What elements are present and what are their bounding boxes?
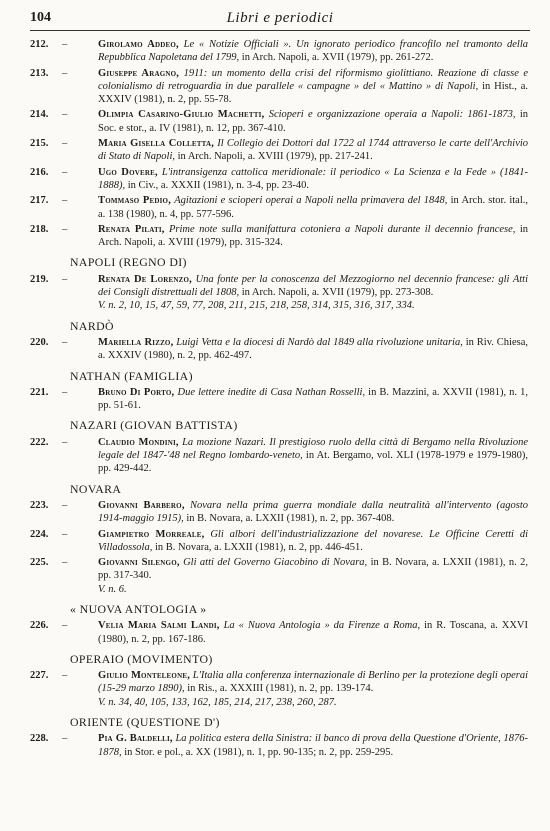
section-heading: NARDÒ	[70, 318, 114, 333]
bibliography-entry	[30, 499, 528, 526]
entry-dash: –	[62, 386, 68, 398]
bibliography-entry	[30, 528, 528, 555]
section-heading: « NUOVA ANTOLOGIA »	[70, 601, 207, 616]
cross-reference: V. n. 2, 10, 15, 47, 59, 77, 208, 211, 215, 218, 258, 314, 315, 316, 317, 334.	[98, 300, 415, 312]
cross-reference: V. n. 6.	[98, 583, 127, 595]
entry-body	[98, 386, 528, 413]
entry-body	[98, 528, 528, 555]
entry-dash: –	[62, 166, 68, 178]
entry-title: La « Nuova Antologia » da Firenze a Roma,	[223, 620, 421, 632]
bibliography-entry	[30, 137, 528, 164]
entry-number: 224.	[30, 528, 49, 540]
entry-title: La politica estera della Sinistra: il banco di prova della Questione d'Oriente, 1876-1878,	[98, 733, 529, 758]
page-number: 104	[30, 10, 51, 25]
bibliography-entry	[30, 166, 528, 193]
section-heading: ORIENTE (QUESTIONE D')	[70, 715, 220, 730]
entry-citation: in Stor. e pol., a. XX (1981), n. 1, pp. 90-135; n. 2, pp. 259-295.	[124, 746, 394, 758]
entry-author: Giovanni Barbero,	[98, 499, 185, 511]
entry-author: Claudio Mondini,	[98, 436, 179, 448]
bibliography-entry	[30, 273, 528, 313]
entry-citation: in Hist., a. XXXIV (1981), n. 2, pp. 55-78.	[98, 80, 528, 106]
header-rule	[30, 30, 530, 31]
entry-citation: in Arch. Napoli, a. XVIII (1979), pp. 315-324.	[98, 223, 529, 249]
entry-number: 217.	[30, 195, 49, 207]
entry-body	[98, 108, 528, 135]
entry-number: 216.	[30, 166, 49, 178]
entry-dash: –	[62, 528, 68, 540]
running-header	[30, 6, 530, 30]
entry-body	[98, 499, 528, 526]
entry-title: Scioperi e organizzazione operaia a Napoli: 1861-1873,	[268, 109, 516, 121]
entry-title: Agitazioni e scioperi operai a Napoli nella primavera del 1848,	[174, 195, 448, 207]
entry-body	[98, 436, 528, 476]
entry-author: Girolamo Addeo,	[98, 39, 179, 50]
entry-number: 218.	[30, 223, 49, 235]
entry-author: Renata De Lorenzo,	[98, 273, 193, 285]
entry-body	[98, 732, 528, 759]
entry-citation: in B. Mazzini, a. XXVII (1981), n. 1, pp. 51-61.	[98, 386, 529, 412]
section-heading: NOVARA	[70, 481, 122, 496]
entry-body	[98, 38, 528, 65]
bibliography-entry	[30, 38, 528, 65]
bibliography-entry	[30, 336, 528, 363]
entry-body	[98, 194, 528, 221]
entry-dash: –	[62, 436, 68, 448]
entry-number: 213.	[30, 67, 49, 79]
entry-author: Renata Pilati,	[98, 223, 165, 235]
entry-body	[98, 336, 528, 363]
entry-author: Maria Gisella Colletta,	[98, 138, 215, 150]
entry-dash: –	[62, 195, 68, 207]
entry-number: 219.	[30, 273, 49, 285]
bibliography-entry	[30, 67, 528, 107]
entry-title: Gli albori dell'industrializzazione del novarese. Le Officine Ceretti di Villadossola,	[98, 528, 529, 553]
entry-body	[98, 223, 528, 250]
entry-title: Novara nella prima guerra mondiale dalla neutralità all'intervento (agosto 1914-maggio 1915),	[98, 499, 529, 525]
section-heading: NAZARI (GIOVAN BATTISTA)	[70, 418, 238, 433]
entry-citation: in Arch. stor. ital., a. 138 (1980), n. 4, pp. 577-596.	[98, 195, 528, 220]
entry-title: Prime note sulla manifattura cotoniera a Napoli durante il decennio francese,	[169, 223, 516, 235]
entry-body	[98, 273, 528, 313]
entry-dash: –	[62, 557, 68, 569]
entry-dash: –	[62, 39, 68, 50]
entry-citation: in Riv. Chiesa, a. XXXIV (1980), n. 2, pp. 462-497.	[98, 336, 529, 362]
entry-dash: –	[62, 620, 68, 632]
entry-number: 223.	[30, 499, 49, 511]
entry-dash: –	[62, 67, 68, 79]
entry-title: Una fonte per la conoscenza del Mezzogiorno nel decennio francese: gli Atti dei Consigli distrettuali del 1808,	[98, 273, 529, 299]
entry-citation: in Arch. Napoli, a. XVII (1979), pp. 261-272.	[241, 52, 434, 64]
entry-title: La mozione Nazari. Il prestigioso ruolo della città di Bergamo nella Rivoluzione legale del 1847-'48 nel Regno lombardo-veneto,	[98, 436, 528, 462]
entry-citation: in R. Toscana, a. XXVI (1980), n. 2, pp. 167-186.	[98, 620, 528, 645]
entry-citation: in B. Novara, a. LXXII (1981), n. 2, pp. 317-340.	[98, 557, 529, 582]
entry-number: 214.	[30, 109, 49, 121]
entry-title: L'intransigenza cattolica meridionale: il periodico « La Scienza e la Fede » (1841-1888),	[98, 166, 528, 191]
entry-body	[98, 137, 528, 164]
bibliography-entry	[30, 108, 528, 135]
entry-number: 215.	[30, 138, 49, 150]
entry-citation: in Civ., a. XXXII (1981), n. 3-4, pp. 23-40.	[127, 179, 310, 191]
entry-dash: –	[62, 273, 68, 285]
entry-number: 222.	[30, 436, 49, 448]
entry-author: Tommaso Pedio,	[98, 195, 172, 207]
entry-author: Mariella Rizzo,	[98, 336, 174, 348]
entry-citation: in B. Novara, a. LXXII (1981), n. 2, pp. 446-451.	[154, 541, 363, 553]
entry-citation: in Ris., a. XXXIII (1981), n. 2, pp. 139-174.	[187, 683, 374, 695]
entry-title: Gli atti del Governo Giacobino di Novara,	[183, 557, 368, 569]
entry-number: 227.	[30, 670, 49, 682]
bibliography-entry	[30, 386, 528, 413]
entry-number: 220.	[30, 336, 49, 348]
section-heading: OPERAIO (MOVIMENTO)	[70, 651, 213, 666]
bibliography-entry	[30, 436, 528, 476]
entry-dash: –	[62, 733, 68, 745]
section-heading: NATHAN (FAMIGLIA)	[70, 368, 193, 383]
entry-author: Ugo Dovere,	[98, 166, 158, 178]
bibliography-entry	[30, 619, 528, 646]
entry-author: Bruno Di Porto,	[98, 386, 175, 398]
running-title: Libri e periodici	[226, 10, 334, 26]
entry-author: Giulio Monteleone,	[98, 670, 191, 682]
entry-number: 228.	[30, 733, 49, 745]
entry-author: Velia Maria Salmi Landi,	[98, 620, 220, 632]
entry-dash: –	[62, 223, 68, 235]
entry-title: Il Collegio dei Dottori dal 1722 al 1744 attraverso le carte dell'Archivio di Stato di Napoli,	[98, 138, 529, 163]
entry-dash: –	[62, 109, 68, 121]
entry-body	[98, 669, 528, 709]
entry-number: 221.	[30, 386, 49, 398]
entry-author: Olimpia Casarino-Giulio Machetti,	[98, 109, 265, 121]
bibliography-entry	[30, 732, 528, 759]
entry-title: Due lettere inedite di Casa Nathan Rosselli,	[177, 386, 366, 398]
entry-title: L'Italia alla conferenza internazionale di Berlino per la protezione degli operai (15-29 marzo 1890),	[98, 670, 529, 695]
section-heading: NAPOLI (REGNO DI)	[70, 255, 187, 270]
entry-title: Luigi Vetta e la diocesi di Nardò dal 1849 alla rivoluzione unitaria,	[176, 336, 463, 348]
entry-body	[98, 166, 528, 193]
entry-author: Giovanni Silengo,	[98, 557, 180, 569]
entry-author: Giampietro Morreale,	[98, 528, 205, 540]
entry-author: Pia G. Baldelli,	[98, 733, 173, 745]
entry-body	[98, 556, 528, 596]
bibliography-list	[30, 38, 528, 761]
entry-dash: –	[62, 499, 68, 511]
bibliography-entry	[30, 194, 528, 221]
entry-citation: in At. Bergamo, vol. XLI (1978-1979 e 1979-1980), pp. 429-442.	[98, 450, 528, 475]
entry-citation: in B. Novara, a. LXXII (1981), n. 2, pp. 367-408.	[186, 513, 395, 525]
entry-body	[98, 67, 528, 107]
entry-citation: in Soc. e stor., a. IV (1981), n. 12, pp. 367-410.	[98, 109, 529, 134]
entry-number: 212.	[30, 39, 49, 50]
entry-number: 226.	[30, 620, 49, 632]
entry-dash: –	[62, 138, 68, 150]
bibliography-entry	[30, 669, 528, 709]
cross-reference: V. n. 34, 40, 105, 133, 162, 185, 214, 217, 238, 260, 287.	[98, 696, 337, 708]
entry-dash: –	[62, 336, 68, 348]
bibliography-entry	[30, 223, 528, 250]
entry-citation: in Arch. Napoli, a. XVIII (1979), pp. 217-241.	[177, 151, 373, 163]
entry-body	[98, 619, 528, 646]
entry-number: 225.	[30, 557, 49, 569]
entry-title: 1911: un momento della crisi del riformismo giolittiano. Reazione di classe e colonialismo di retroguardia in due parallele « campagne » del « Mattino » di Napoli,	[98, 67, 529, 92]
entry-title: Le « Notizie Officiali ». Un ignorato periodico francofilo nel tramonto della Repubblica Napoletana del 1799,	[98, 39, 528, 64]
bibliography-entry	[30, 556, 528, 596]
entry-citation: in Arch. Napoli, a. XVII (1979), pp. 273-308.	[241, 287, 434, 299]
entry-author: Giuseppe Aragno,	[98, 67, 180, 79]
entry-dash: –	[62, 670, 68, 682]
